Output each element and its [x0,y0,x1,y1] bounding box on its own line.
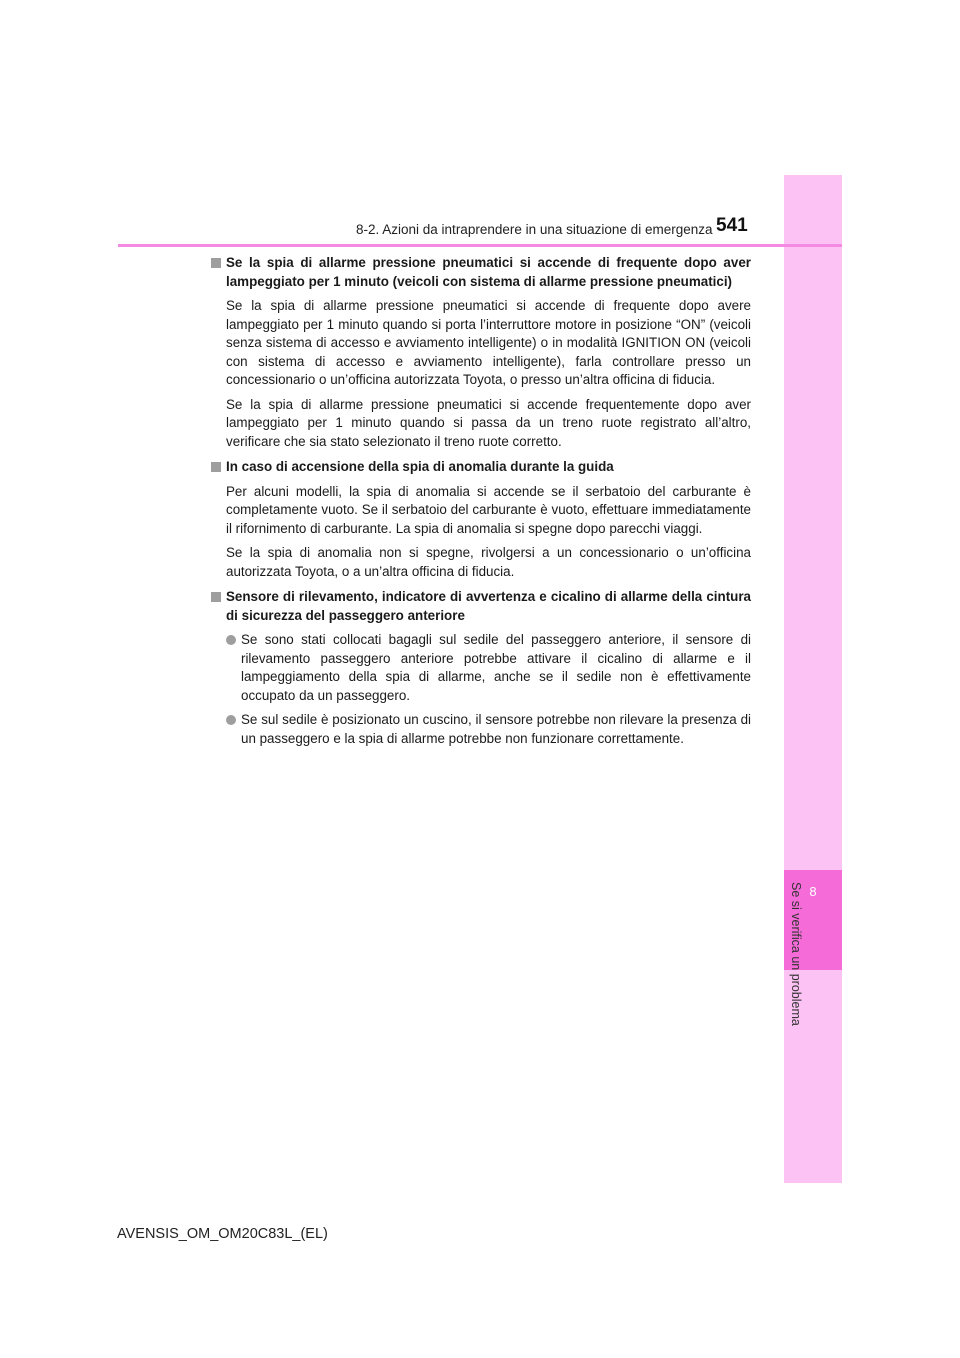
section-item [211,588,751,748]
list-item [226,711,751,748]
list-item-text: Se sono stati collocati bagagli sul sedile del passeggero anteriore, il sensore di rilevamento passeggero anteriore potrebbe attivare il cicalino di allarme e il lampeggiamento della spia di allarme, anche se il sedile non è effettivamente occupato da un passeggero. [241,632,751,703]
section-title: 8-2. Azioni da intraprendere in una situazione di emergenza [356,222,713,237]
page-content [211,254,751,755]
square-bullet-icon [211,592,221,602]
chapter-label: Se si verifica un problema [789,882,803,1026]
paragraph: Se la spia di allarme pressione pneumatici si accende frequentemente dopo aver lampeggiato per 1 minuto quando si passa da un treno ruote registrato all’altro, verificare che sia stato selezionato il treno ruote corretto. [226,396,751,449]
chapter-number: 8 [809,884,817,899]
section-item [211,458,751,581]
paragraph: Per alcuni modelli, la spia di anomalia si accende se il serbatoio del carburante è completamente vuoto. Se il serbatoio del carburante è vuoto, effettuare immediatamente il rifornimento di carburante. La spia di anomalia si spegne dopo parecchi viaggi. [226,483,751,536]
circle-bullet-icon [226,715,236,725]
header-divider [118,244,842,247]
paragraph: Se la spia di anomalia non si spegne, rivolgersi a un concessionario o un’officina autorizzata Toyota, o a un’altra officina di fiducia. [226,545,751,579]
section-item [211,254,751,451]
item-heading: In caso di accensione della spia di anomalia durante la guida [226,459,614,474]
page-number: 541 [716,215,748,236]
square-bullet-icon [211,258,221,268]
list-item-text: Se sul sedile è posizionato un cuscino, il sensore potrebbe non rilevare la presenza di un passeggero e la spia di allarme potrebbe non funzionare correttamente. [241,712,751,746]
circle-bullet-icon [226,635,236,645]
item-heading: Sensore di rilevamento, indicatore di avvertenza e cicalino di allarme della cintura di sicurezza del passeggero anteriore [226,589,751,623]
document-code: AVENSIS_OM_OM20C83L_(EL) [117,1226,328,1242]
item-heading: Se la spia di allarme pressione pneumatici si accende di frequente dopo aver lampeggiato per 1 minuto (veicoli con sistema di allarme pressione pneumatici) [226,255,751,289]
paragraph: Se la spia di allarme pressione pneumatici si accende di frequente dopo avere lampeggiato per 1 minuto quando si porta l’interruttore motore in posizione “ON” (veicoli senza sistema di accesso e avviamento intelligente) o in modalità IGNITION ON (veicoli con sistema di accesso e avviamento intelligente), farla controllare presso un concessionario o un’officina autorizzata Toyota, o presso un’altra officina di fiducia. [226,298,751,387]
list-item [226,631,751,705]
square-bullet-icon [211,462,221,472]
